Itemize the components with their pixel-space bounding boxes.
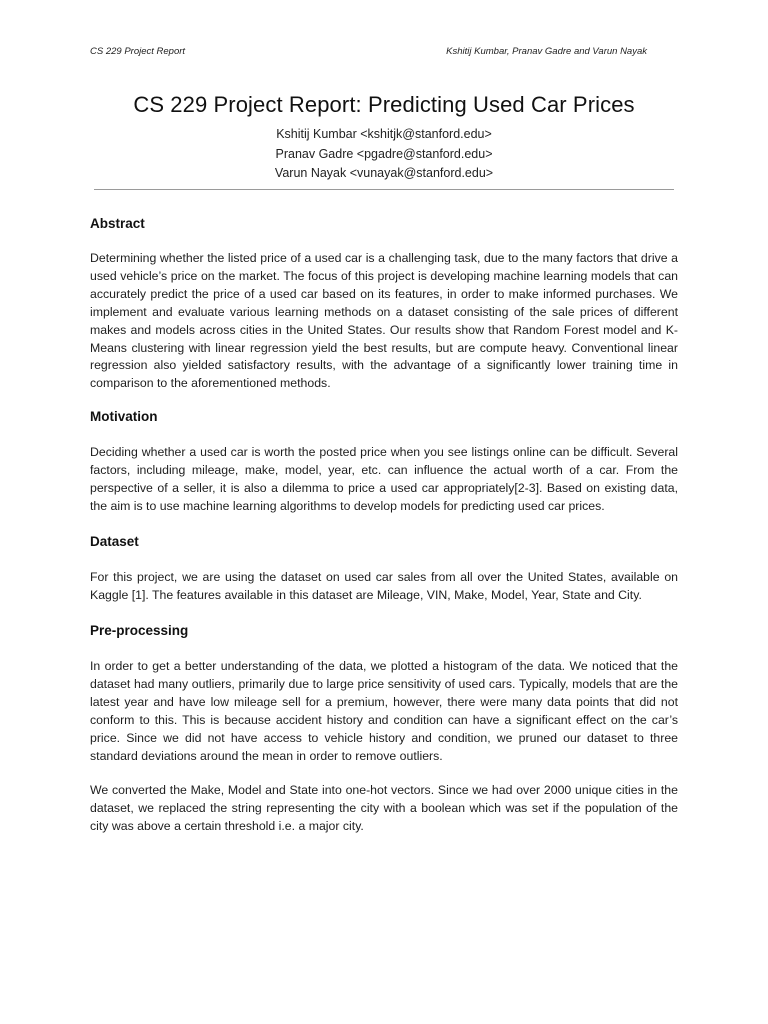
motivation-heading: Motivation xyxy=(90,409,158,424)
dataset-paragraph: For this project, we are using the dataset on used car sales from all over the United States, available on Kaggle [1]. The features available in this dataset are Mileage, VIN, Make, Model, Year, State and City. xyxy=(90,570,678,602)
header-left-text: CS 229 Project Report xyxy=(90,46,186,57)
header-right-text: Kshitij Kumbar, Pranav Gadre and Varun Nayak xyxy=(446,46,647,57)
abstract-heading: Abstract xyxy=(90,216,145,231)
dataset-heading: Dataset xyxy=(90,534,139,549)
preprocessing-heading: Pre-processing xyxy=(90,623,189,638)
motivation-paragraph: Deciding whether a used car is worth the posted price when you see listings online can be difficult. Several factors, including mileage, make, model, year, etc. can influence the actual worth of a car. From the perspective of a seller, it is also a dilemma to price a used car appropriately[2-3]. Based on existing data, the aim is to use machine learning algorithms to develop models for predicting used car prices. xyxy=(90,445,678,513)
horizontal-divider xyxy=(94,189,674,190)
paper-title: CS 229 Project Report: Predicting Used Car Prices xyxy=(133,92,635,117)
author-block xyxy=(0,125,768,184)
running-header xyxy=(90,46,647,57)
author-line: Pranav Gadre <pgadre@stanford.edu> xyxy=(275,146,493,161)
abstract-paragraph: Determining whether the listed price of a used car is a challenging task, due to the many factors that drive a used vehicle’s price on the market. The focus of this project is developing machine learning models that can accurately predict the price of a used car based on its features, in order to make informed purchases. We implement and evaluate various learning methods on a dataset consisting of the sale prices of different makes and models across cities in the United States. Our results show that Random Forest model and K-Means clustering with linear regression yield the best results, but are compute heavy. Conventional linear regression also yielded satisfactory results, with the advantage of a significantly lower training time in comparison to the aforementioned methods. xyxy=(90,251,678,391)
author-line: Kshitij Kumbar <kshitjk@stanford.edu> xyxy=(276,127,492,141)
author-line: Varun Nayak <vunayak@stanford.edu> xyxy=(274,166,494,180)
preprocessing-paragraph-2: We converted the Make, Model and State into one-hot vectors. Since we had over 2000 unique cities in the dataset, we replaced the string representing the city with a boolean which was set if the population of the city was above a certain threshold i.e. a major city. xyxy=(90,783,678,833)
preprocessing-paragraph-1: In order to get a better understanding of the data, we plotted a histogram of the data. We noticed that the dataset had many outliers, primarily due to large price sensitivity of used cars. Typically, models that are the latest year and have low mileage sell for a premium, however, there were many data points that did not conform to this. This is because accident history and condition can have a significant effect on the car’s price. Since we did not have access to vehicle history and condition, we pruned our dataset to three standard deviations around the mean in order to remove outliers. xyxy=(90,659,678,763)
